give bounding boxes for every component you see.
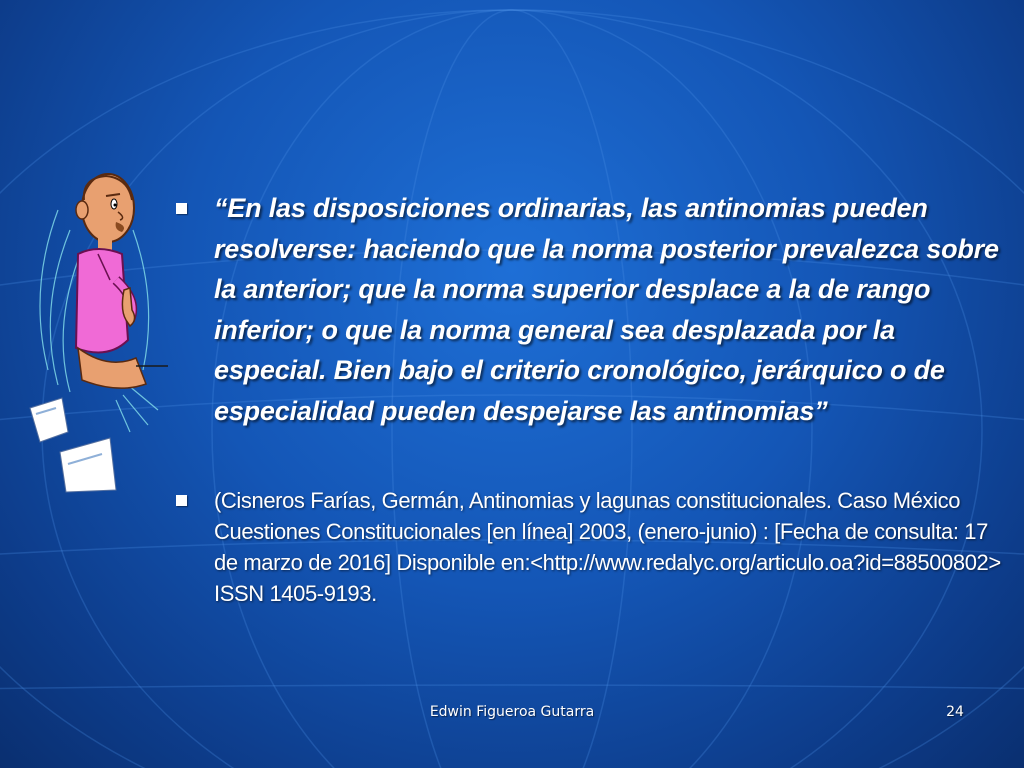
- citation-bullet: [176, 485, 1006, 609]
- square-bullet-icon: [176, 203, 187, 214]
- slide-bullets: [176, 188, 1006, 609]
- page-number: 24: [946, 704, 964, 720]
- thinking-man-figure: [18, 170, 178, 500]
- square-bullet-icon: [176, 495, 187, 506]
- quote-bullet: [176, 188, 1006, 431]
- footer-author: Edwin Figueroa Gutarra: [429, 704, 595, 720]
- quote-text: “En las disposiciones ordinarias, las antinomias pueden resolverse: haciendo que la norma posterior prevalezca sobre la anterior; que la norma superior desplace a la de rango inferior; o que la norma general sea desplazada por la especial. Bien bajo el criterio cronológico, jerárquico o de especialidad pueden despejarse las antinomias”: [214, 193, 999, 426]
- citation-text: (Cisneros Farías, Germán, Antinomias y lagunas constitucionales. Caso México Cuestiones Constitucionales [en línea] 2003, (enero-junio) : [Fecha de consulta: 17 de marzo de 2016] Disponible en:<http://www.redalyc.org/articulo.oa?id=88500802> ISSN 1405-9193.: [214, 488, 1001, 606]
